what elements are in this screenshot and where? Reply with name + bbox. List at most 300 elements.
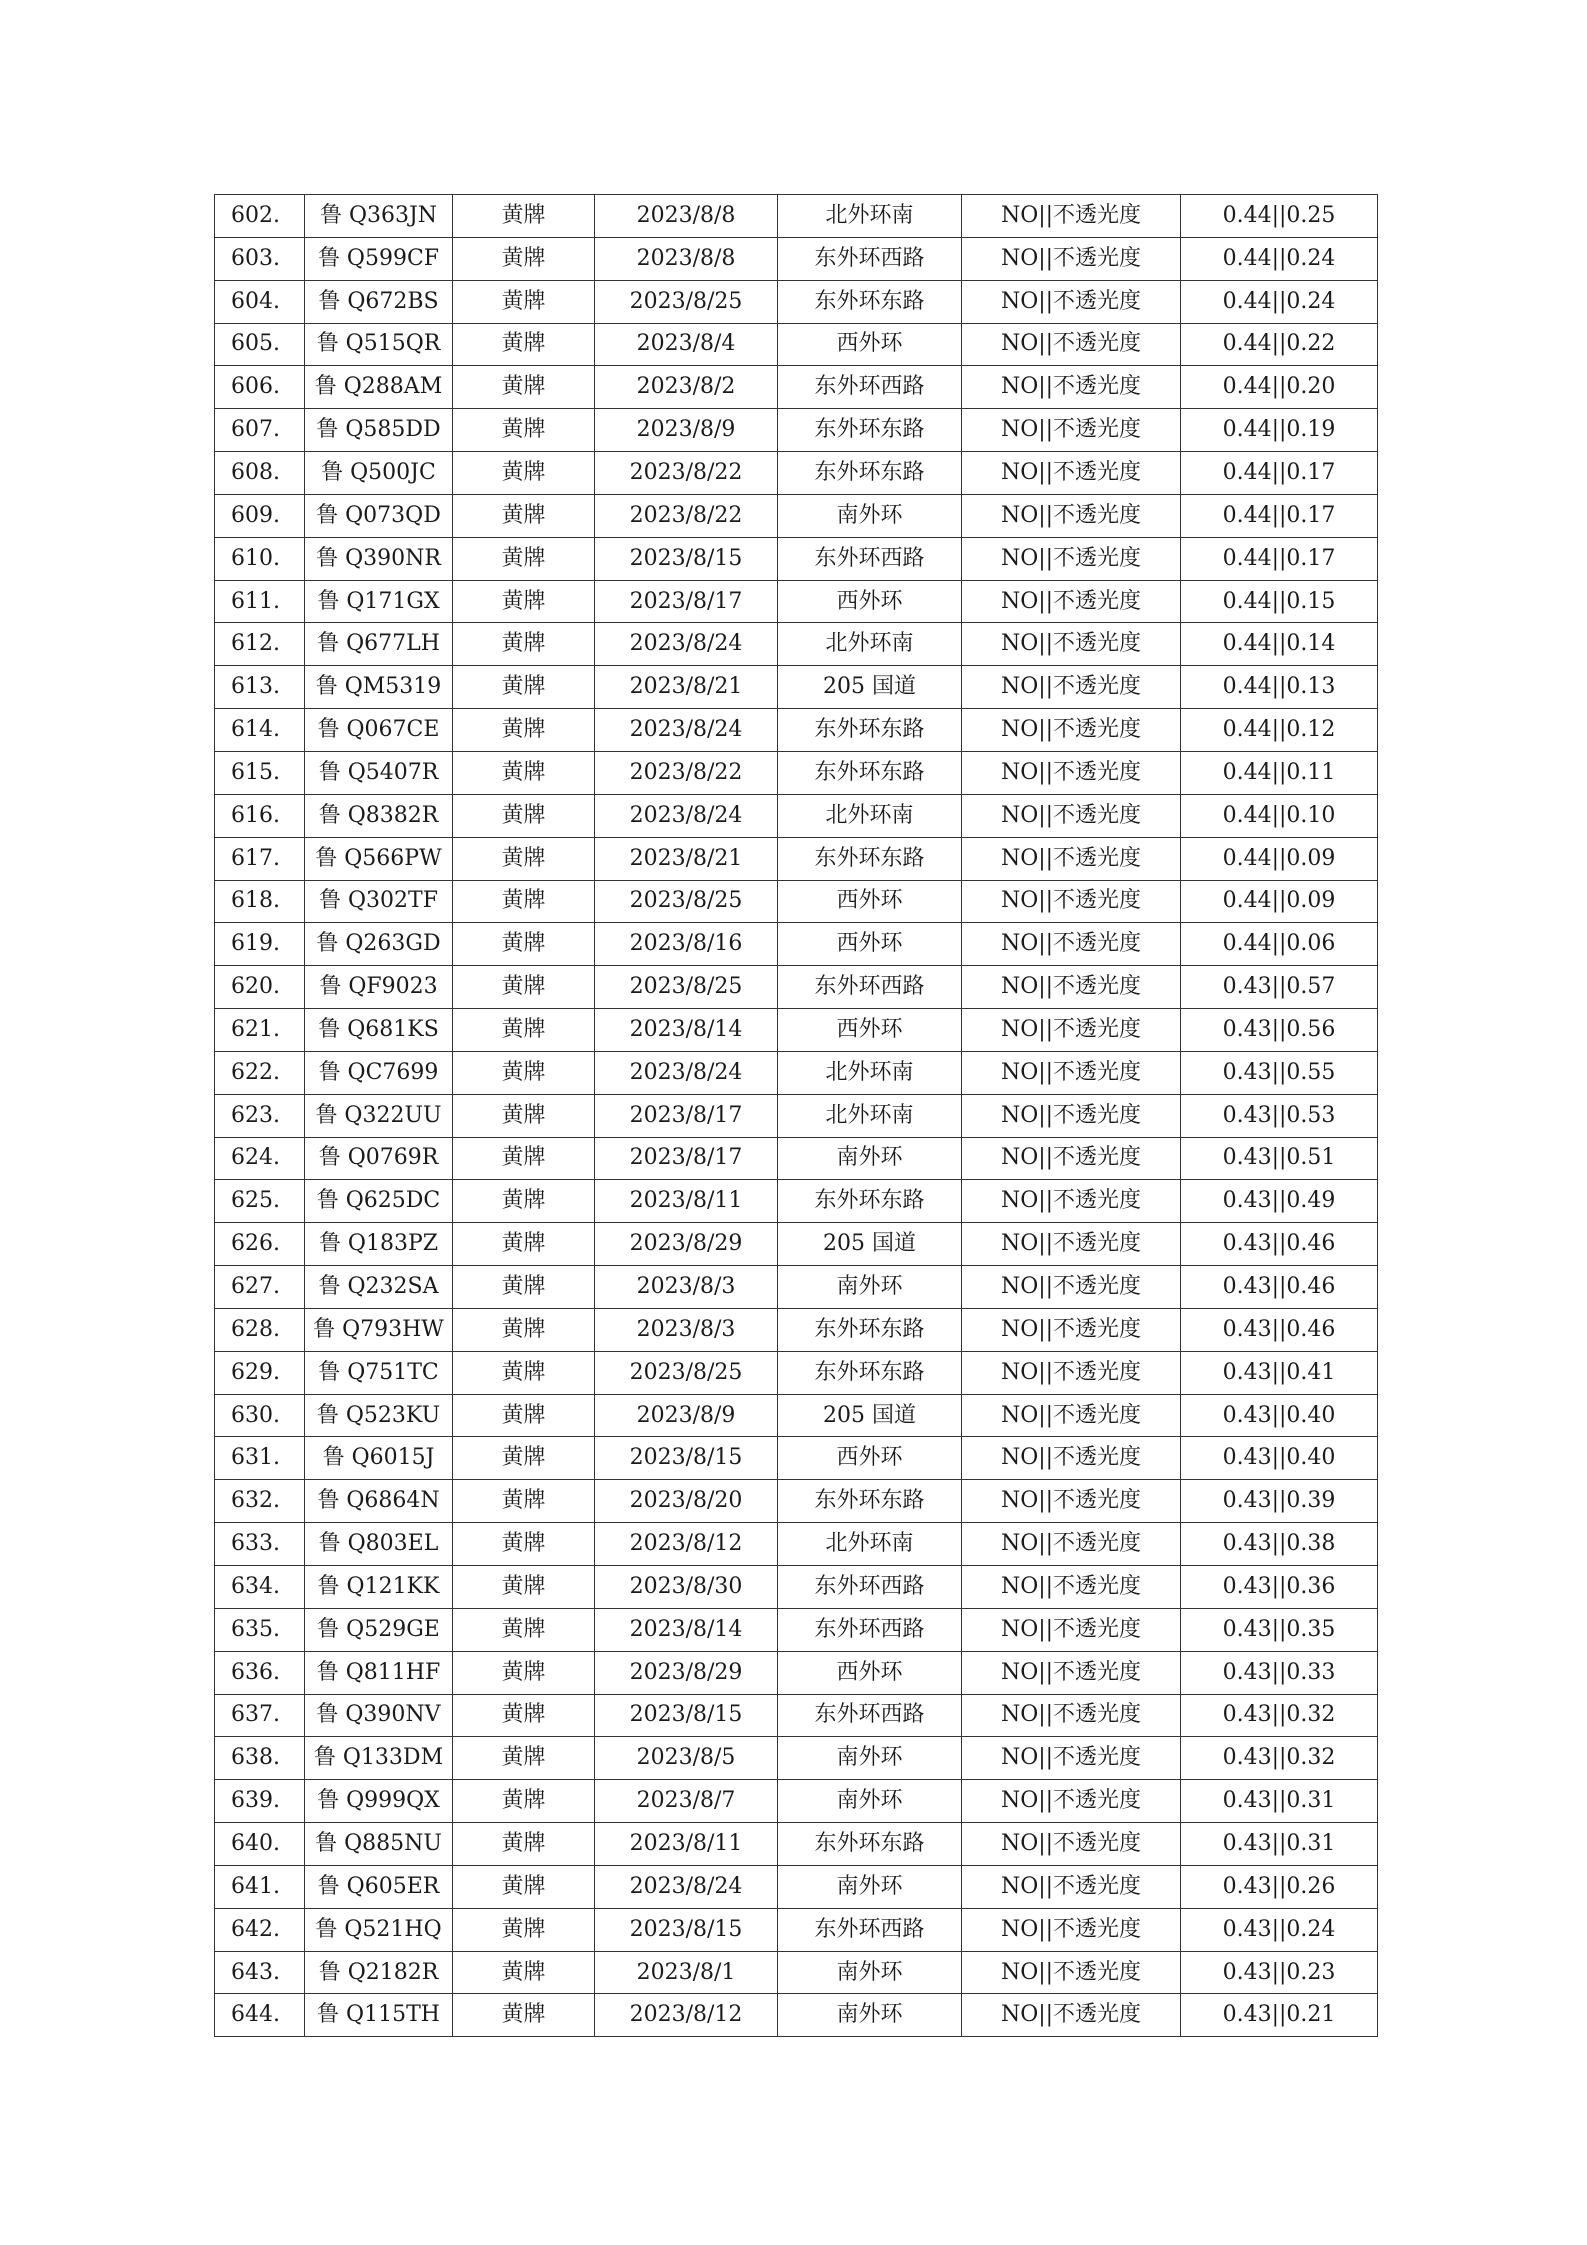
plate-color-cell: 黄牌 <box>453 1394 595 1437</box>
road-name-cell: 南外环 <box>778 1951 962 1994</box>
plate-number-cell: 鲁 Q566PW <box>305 837 453 880</box>
road-name-cell: 205 国道 <box>778 1394 962 1437</box>
plate-number-cell: 鲁 Q232SA <box>305 1266 453 1309</box>
table-row <box>215 623 1378 666</box>
row-number-cell: 628. <box>215 1308 305 1351</box>
test-values-cell: 0.43||0.49 <box>1181 1180 1378 1223</box>
test-date-cell: 2023/8/24 <box>595 1865 778 1908</box>
test-date-cell: 2023/8/25 <box>595 1351 778 1394</box>
road-name-cell: 东外环西路 <box>778 1908 962 1951</box>
road-name-cell: 东外环东路 <box>778 751 962 794</box>
row-number-cell: 619. <box>215 923 305 966</box>
plate-color-cell: 黄牌 <box>453 1994 595 2037</box>
test-values-cell: 0.43||0.46 <box>1181 1223 1378 1266</box>
table-row <box>215 237 1378 280</box>
test-items-cell: NO||不透光度 <box>962 880 1181 923</box>
row-number-cell: 610. <box>215 537 305 580</box>
plate-number-cell: 鲁 Q390NV <box>305 1694 453 1737</box>
test-date-cell: 2023/8/15 <box>595 1437 778 1480</box>
test-values-cell: 0.44||0.10 <box>1181 794 1378 837</box>
plate-number-cell: 鲁 Q811HF <box>305 1651 453 1694</box>
plate-color-cell: 黄牌 <box>453 323 595 366</box>
plate-color-cell: 黄牌 <box>453 1951 595 1994</box>
test-items-cell: NO||不透光度 <box>962 966 1181 1009</box>
test-items-cell: NO||不透光度 <box>962 923 1181 966</box>
test-values-cell: 0.44||0.13 <box>1181 666 1378 709</box>
table-row <box>215 366 1378 409</box>
road-name-cell: 205 国道 <box>778 666 962 709</box>
test-values-cell: 0.44||0.11 <box>1181 751 1378 794</box>
plate-number-cell: 鲁 Q363JN <box>305 195 453 238</box>
test-values-cell: 0.44||0.20 <box>1181 366 1378 409</box>
plate-color-cell: 黄牌 <box>453 1051 595 1094</box>
test-values-cell: 0.44||0.17 <box>1181 452 1378 495</box>
plate-number-cell: 鲁 Q677LH <box>305 623 453 666</box>
table-row <box>215 966 1378 1009</box>
plate-color-cell: 黄牌 <box>453 1865 595 1908</box>
row-number-cell: 640. <box>215 1823 305 1866</box>
plate-color-cell: 黄牌 <box>453 1351 595 1394</box>
plate-number-cell: 鲁 Q302TF <box>305 880 453 923</box>
test-items-cell: NO||不透光度 <box>962 237 1181 280</box>
plate-number-cell: 鲁 Q183PZ <box>305 1223 453 1266</box>
test-items-cell: NO||不透光度 <box>962 1908 1181 1951</box>
table-row <box>215 1480 1378 1523</box>
test-items-cell: NO||不透光度 <box>962 1994 1181 2037</box>
plate-color-cell: 黄牌 <box>453 966 595 1009</box>
road-name-cell: 南外环 <box>778 1865 962 1908</box>
test-date-cell: 2023/8/21 <box>595 666 778 709</box>
test-date-cell: 2023/8/9 <box>595 409 778 452</box>
road-name-cell: 北外环南 <box>778 195 962 238</box>
road-name-cell: 南外环 <box>778 494 962 537</box>
test-date-cell: 2023/8/4 <box>595 323 778 366</box>
test-values-cell: 0.43||0.51 <box>1181 1137 1378 1180</box>
plate-number-cell: 鲁 Q6015J <box>305 1437 453 1480</box>
test-values-cell: 0.43||0.35 <box>1181 1608 1378 1651</box>
test-date-cell: 2023/8/24 <box>595 623 778 666</box>
test-items-cell: NO||不透光度 <box>962 1137 1181 1180</box>
test-items-cell: NO||不透光度 <box>962 1523 1181 1566</box>
row-number-cell: 630. <box>215 1394 305 1437</box>
plate-color-cell: 黄牌 <box>453 1437 595 1480</box>
plate-number-cell: 鲁 QM5319 <box>305 666 453 709</box>
road-name-cell: 北外环南 <box>778 1094 962 1137</box>
row-number-cell: 633. <box>215 1523 305 1566</box>
road-name-cell: 南外环 <box>778 1994 962 2037</box>
table-row <box>215 837 1378 880</box>
road-name-cell: 西外环 <box>778 880 962 923</box>
plate-number-cell: 鲁 QF9023 <box>305 966 453 1009</box>
table-row <box>215 1908 1378 1951</box>
table-row <box>215 409 1378 452</box>
test-items-cell: NO||不透光度 <box>962 1823 1181 1866</box>
table-row <box>215 709 1378 752</box>
test-values-cell: 0.43||0.46 <box>1181 1308 1378 1351</box>
test-items-cell: NO||不透光度 <box>962 1051 1181 1094</box>
test-values-cell: 0.44||0.14 <box>1181 623 1378 666</box>
plate-number-cell: 鲁 QC7699 <box>305 1051 453 1094</box>
row-number-cell: 623. <box>215 1094 305 1137</box>
test-date-cell: 2023/8/9 <box>595 1394 778 1437</box>
road-name-cell: 东外环西路 <box>778 537 962 580</box>
table-row <box>215 751 1378 794</box>
test-items-cell: NO||不透光度 <box>962 1865 1181 1908</box>
test-values-cell: 0.43||0.23 <box>1181 1951 1378 1994</box>
test-date-cell: 2023/8/29 <box>595 1223 778 1266</box>
plate-color-cell: 黄牌 <box>453 837 595 880</box>
plate-color-cell: 黄牌 <box>453 195 595 238</box>
table-row <box>215 1694 1378 1737</box>
table-row <box>215 1523 1378 1566</box>
row-number-cell: 614. <box>215 709 305 752</box>
plate-number-cell: 鲁 Q625DC <box>305 1180 453 1223</box>
row-number-cell: 605. <box>215 323 305 366</box>
test-values-cell: 0.43||0.55 <box>1181 1051 1378 1094</box>
row-number-cell: 618. <box>215 880 305 923</box>
plate-number-cell: 鲁 Q263GD <box>305 923 453 966</box>
table-row <box>215 323 1378 366</box>
plate-number-cell: 鲁 Q171GX <box>305 580 453 623</box>
table-row <box>215 1266 1378 1309</box>
plate-number-cell: 鲁 Q133DM <box>305 1737 453 1780</box>
test-values-cell: 0.43||0.32 <box>1181 1737 1378 1780</box>
table-body <box>215 195 1378 2037</box>
test-items-cell: NO||不透光度 <box>962 1566 1181 1609</box>
test-values-cell: 0.43||0.46 <box>1181 1266 1378 1309</box>
row-number-cell: 625. <box>215 1180 305 1223</box>
test-date-cell: 2023/8/24 <box>595 1051 778 1094</box>
test-values-cell: 0.44||0.15 <box>1181 580 1378 623</box>
road-name-cell: 西外环 <box>778 1009 962 1052</box>
plate-number-cell: 鲁 Q681KS <box>305 1009 453 1052</box>
test-values-cell: 0.43||0.56 <box>1181 1009 1378 1052</box>
test-items-cell: NO||不透光度 <box>962 1608 1181 1651</box>
test-values-cell: 0.44||0.09 <box>1181 880 1378 923</box>
plate-color-cell: 黄牌 <box>453 1523 595 1566</box>
road-name-cell: 北外环南 <box>778 1051 962 1094</box>
test-date-cell: 2023/8/17 <box>595 1094 778 1137</box>
road-name-cell: 北外环南 <box>778 623 962 666</box>
plate-color-cell: 黄牌 <box>453 1566 595 1609</box>
test-items-cell: NO||不透光度 <box>962 1437 1181 1480</box>
plate-number-cell: 鲁 Q885NU <box>305 1823 453 1866</box>
table-row <box>215 537 1378 580</box>
plate-color-cell: 黄牌 <box>453 580 595 623</box>
table-row <box>215 1437 1378 1480</box>
test-items-cell: NO||不透光度 <box>962 1951 1181 1994</box>
table-row <box>215 1651 1378 1694</box>
test-items-cell: NO||不透光度 <box>962 280 1181 323</box>
row-number-cell: 644. <box>215 1994 305 2037</box>
test-items-cell: NO||不透光度 <box>962 1737 1181 1780</box>
test-items-cell: NO||不透光度 <box>962 409 1181 452</box>
road-name-cell: 东外环西路 <box>778 366 962 409</box>
test-values-cell: 0.43||0.40 <box>1181 1437 1378 1480</box>
road-name-cell: 东外环东路 <box>778 452 962 495</box>
plate-color-cell: 黄牌 <box>453 751 595 794</box>
test-items-cell: NO||不透光度 <box>962 494 1181 537</box>
row-number-cell: 611. <box>215 580 305 623</box>
plate-number-cell: 鲁 Q067CE <box>305 709 453 752</box>
test-date-cell: 2023/8/14 <box>595 1009 778 1052</box>
test-items-cell: NO||不透光度 <box>962 1651 1181 1694</box>
test-values-cell: 0.44||0.25 <box>1181 195 1378 238</box>
test-values-cell: 0.44||0.17 <box>1181 494 1378 537</box>
test-items-cell: NO||不透光度 <box>962 1009 1181 1052</box>
test-items-cell: NO||不透光度 <box>962 709 1181 752</box>
test-date-cell: 2023/8/15 <box>595 537 778 580</box>
table-row <box>215 452 1378 495</box>
plate-number-cell: 鲁 Q8382R <box>305 794 453 837</box>
table-row <box>215 1737 1378 1780</box>
plate-color-cell: 黄牌 <box>453 280 595 323</box>
vehicle-emission-table <box>214 194 1378 2037</box>
road-name-cell: 北外环南 <box>778 1523 962 1566</box>
road-name-cell: 西外环 <box>778 923 962 966</box>
plate-color-cell: 黄牌 <box>453 880 595 923</box>
table-row <box>215 1823 1378 1866</box>
row-number-cell: 622. <box>215 1051 305 1094</box>
test-values-cell: 0.44||0.06 <box>1181 923 1378 966</box>
test-values-cell: 0.43||0.57 <box>1181 966 1378 1009</box>
plate-number-cell: 鲁 Q585DD <box>305 409 453 452</box>
plate-number-cell: 鲁 Q288AM <box>305 366 453 409</box>
test-values-cell: 0.43||0.24 <box>1181 1908 1378 1951</box>
test-items-cell: NO||不透光度 <box>962 1394 1181 1437</box>
test-date-cell: 2023/8/16 <box>595 923 778 966</box>
test-date-cell: 2023/8/20 <box>595 1480 778 1523</box>
plate-color-cell: 黄牌 <box>453 1908 595 1951</box>
row-number-cell: 604. <box>215 280 305 323</box>
plate-number-cell: 鲁 Q121KK <box>305 1566 453 1609</box>
row-number-cell: 609. <box>215 494 305 537</box>
test-values-cell: 0.43||0.39 <box>1181 1480 1378 1523</box>
road-name-cell: 东外环东路 <box>778 280 962 323</box>
test-items-cell: NO||不透光度 <box>962 794 1181 837</box>
plate-number-cell: 鲁 Q115TH <box>305 1994 453 2037</box>
test-items-cell: NO||不透光度 <box>962 537 1181 580</box>
table-row <box>215 280 1378 323</box>
road-name-cell: 西外环 <box>778 323 962 366</box>
test-items-cell: NO||不透光度 <box>962 323 1181 366</box>
table-row <box>215 1951 1378 1994</box>
row-number-cell: 607. <box>215 409 305 452</box>
plate-number-cell: 鲁 Q521HQ <box>305 1908 453 1951</box>
plate-color-cell: 黄牌 <box>453 1737 595 1780</box>
road-name-cell: 东外环东路 <box>778 837 962 880</box>
row-number-cell: 615. <box>215 751 305 794</box>
road-name-cell: 东外环东路 <box>778 409 962 452</box>
row-number-cell: 612. <box>215 623 305 666</box>
test-date-cell: 2023/8/8 <box>595 237 778 280</box>
test-date-cell: 2023/8/5 <box>595 1737 778 1780</box>
test-items-cell: NO||不透光度 <box>962 1180 1181 1223</box>
table-row <box>215 580 1378 623</box>
test-items-cell: NO||不透光度 <box>962 751 1181 794</box>
test-values-cell: 0.43||0.21 <box>1181 1994 1378 2037</box>
row-number-cell: 616. <box>215 794 305 837</box>
test-date-cell: 2023/8/15 <box>595 1908 778 1951</box>
test-items-cell: NO||不透光度 <box>962 195 1181 238</box>
test-values-cell: 0.44||0.12 <box>1181 709 1378 752</box>
road-name-cell: 南外环 <box>778 1737 962 1780</box>
row-number-cell: 602. <box>215 195 305 238</box>
row-number-cell: 608. <box>215 452 305 495</box>
row-number-cell: 636. <box>215 1651 305 1694</box>
plate-color-cell: 黄牌 <box>453 1308 595 1351</box>
test-date-cell: 2023/8/24 <box>595 794 778 837</box>
row-number-cell: 638. <box>215 1737 305 1780</box>
road-name-cell: 205 国道 <box>778 1223 962 1266</box>
road-name-cell: 南外环 <box>778 1266 962 1309</box>
table-row <box>215 195 1378 238</box>
plate-number-cell: 鲁 Q529GE <box>305 1608 453 1651</box>
row-number-cell: 629. <box>215 1351 305 1394</box>
test-date-cell: 2023/8/12 <box>595 1523 778 1566</box>
test-date-cell: 2023/8/11 <box>595 1823 778 1866</box>
table-row <box>215 1223 1378 1266</box>
road-name-cell: 东外环东路 <box>778 1180 962 1223</box>
plate-number-cell: 鲁 Q523KU <box>305 1394 453 1437</box>
plate-color-cell: 黄牌 <box>453 623 595 666</box>
plate-color-cell: 黄牌 <box>453 237 595 280</box>
test-date-cell: 2023/8/17 <box>595 1137 778 1180</box>
test-items-cell: NO||不透光度 <box>962 1694 1181 1737</box>
plate-number-cell: 鲁 Q5407R <box>305 751 453 794</box>
test-date-cell: 2023/8/3 <box>595 1308 778 1351</box>
test-items-cell: NO||不透光度 <box>962 1780 1181 1823</box>
test-date-cell: 2023/8/25 <box>595 280 778 323</box>
test-values-cell: 0.44||0.17 <box>1181 537 1378 580</box>
test-date-cell: 2023/8/25 <box>595 880 778 923</box>
row-number-cell: 637. <box>215 1694 305 1737</box>
road-name-cell: 南外环 <box>778 1137 962 1180</box>
plate-number-cell: 鲁 Q599CF <box>305 237 453 280</box>
table-row <box>215 1566 1378 1609</box>
test-items-cell: NO||不透光度 <box>962 1094 1181 1137</box>
plate-color-cell: 黄牌 <box>453 1223 595 1266</box>
plate-color-cell: 黄牌 <box>453 1094 595 1137</box>
row-number-cell: 621. <box>215 1009 305 1052</box>
plate-number-cell: 鲁 Q2182R <box>305 1951 453 1994</box>
plate-color-cell: 黄牌 <box>453 794 595 837</box>
row-number-cell: 635. <box>215 1608 305 1651</box>
plate-color-cell: 黄牌 <box>453 537 595 580</box>
test-date-cell: 2023/8/8 <box>595 195 778 238</box>
test-values-cell: 0.44||0.24 <box>1181 280 1378 323</box>
road-name-cell: 北外环南 <box>778 794 962 837</box>
plate-color-cell: 黄牌 <box>453 923 595 966</box>
row-number-cell: 631. <box>215 1437 305 1480</box>
table-row <box>215 1137 1378 1180</box>
test-values-cell: 0.43||0.53 <box>1181 1094 1378 1137</box>
test-items-cell: NO||不透光度 <box>962 666 1181 709</box>
test-date-cell: 2023/8/30 <box>595 1566 778 1609</box>
test-items-cell: NO||不透光度 <box>962 452 1181 495</box>
test-date-cell: 2023/8/12 <box>595 1994 778 2037</box>
plate-color-cell: 黄牌 <box>453 1137 595 1180</box>
test-values-cell: 0.44||0.22 <box>1181 323 1378 366</box>
test-date-cell: 2023/8/22 <box>595 452 778 495</box>
test-date-cell: 2023/8/24 <box>595 709 778 752</box>
road-name-cell: 东外环东路 <box>778 1308 962 1351</box>
test-date-cell: 2023/8/29 <box>595 1651 778 1694</box>
test-date-cell: 2023/8/7 <box>595 1780 778 1823</box>
test-items-cell: NO||不透光度 <box>962 580 1181 623</box>
plate-number-cell: 鲁 Q0769R <box>305 1137 453 1180</box>
test-values-cell: 0.43||0.26 <box>1181 1865 1378 1908</box>
plate-number-cell: 鲁 Q073QD <box>305 494 453 537</box>
plate-number-cell: 鲁 Q6864N <box>305 1480 453 1523</box>
plate-color-cell: 黄牌 <box>453 494 595 537</box>
road-name-cell: 东外环东路 <box>778 1480 962 1523</box>
test-items-cell: NO||不透光度 <box>962 1223 1181 1266</box>
road-name-cell: 东外环西路 <box>778 966 962 1009</box>
test-items-cell: NO||不透光度 <box>962 1308 1181 1351</box>
table-row <box>215 666 1378 709</box>
table-row <box>215 1994 1378 2037</box>
row-number-cell: 643. <box>215 1951 305 1994</box>
test-values-cell: 0.43||0.36 <box>1181 1566 1378 1609</box>
test-items-cell: NO||不透光度 <box>962 623 1181 666</box>
table-row <box>215 494 1378 537</box>
plate-number-cell: 鲁 Q390NR <box>305 537 453 580</box>
row-number-cell: 641. <box>215 1865 305 1908</box>
plate-color-cell: 黄牌 <box>453 1266 595 1309</box>
test-items-cell: NO||不透光度 <box>962 1266 1181 1309</box>
test-items-cell: NO||不透光度 <box>962 1480 1181 1523</box>
road-name-cell: 东外环西路 <box>778 1608 962 1651</box>
plate-number-cell: 鲁 Q500JC <box>305 452 453 495</box>
test-date-cell: 2023/8/22 <box>595 751 778 794</box>
plate-color-cell: 黄牌 <box>453 452 595 495</box>
road-name-cell: 东外环西路 <box>778 237 962 280</box>
plate-color-cell: 黄牌 <box>453 1823 595 1866</box>
table-row <box>215 923 1378 966</box>
plate-number-cell: 鲁 Q999QX <box>305 1780 453 1823</box>
table-row <box>215 1608 1378 1651</box>
plate-number-cell: 鲁 Q605ER <box>305 1865 453 1908</box>
road-name-cell: 东外环东路 <box>778 1823 962 1866</box>
row-number-cell: 626. <box>215 1223 305 1266</box>
test-date-cell: 2023/8/25 <box>595 966 778 1009</box>
test-values-cell: 0.43||0.32 <box>1181 1694 1378 1737</box>
test-date-cell: 2023/8/22 <box>595 494 778 537</box>
table-row <box>215 1308 1378 1351</box>
plate-color-cell: 黄牌 <box>453 366 595 409</box>
test-date-cell: 2023/8/17 <box>595 580 778 623</box>
road-name-cell: 东外环东路 <box>778 709 962 752</box>
plate-color-cell: 黄牌 <box>453 1608 595 1651</box>
test-date-cell: 2023/8/14 <box>595 1608 778 1651</box>
plate-number-cell: 鲁 Q793HW <box>305 1308 453 1351</box>
table-row <box>215 1009 1378 1052</box>
plate-color-cell: 黄牌 <box>453 409 595 452</box>
plate-color-cell: 黄牌 <box>453 1480 595 1523</box>
plate-number-cell: 鲁 Q322UU <box>305 1094 453 1137</box>
table-row <box>215 1094 1378 1137</box>
test-items-cell: NO||不透光度 <box>962 366 1181 409</box>
plate-color-cell: 黄牌 <box>453 1694 595 1737</box>
row-number-cell: 613. <box>215 666 305 709</box>
row-number-cell: 642. <box>215 1908 305 1951</box>
test-values-cell: 0.43||0.40 <box>1181 1394 1378 1437</box>
test-date-cell: 2023/8/2 <box>595 366 778 409</box>
test-date-cell: 2023/8/3 <box>595 1266 778 1309</box>
plate-color-cell: 黄牌 <box>453 1780 595 1823</box>
row-number-cell: 624. <box>215 1137 305 1180</box>
